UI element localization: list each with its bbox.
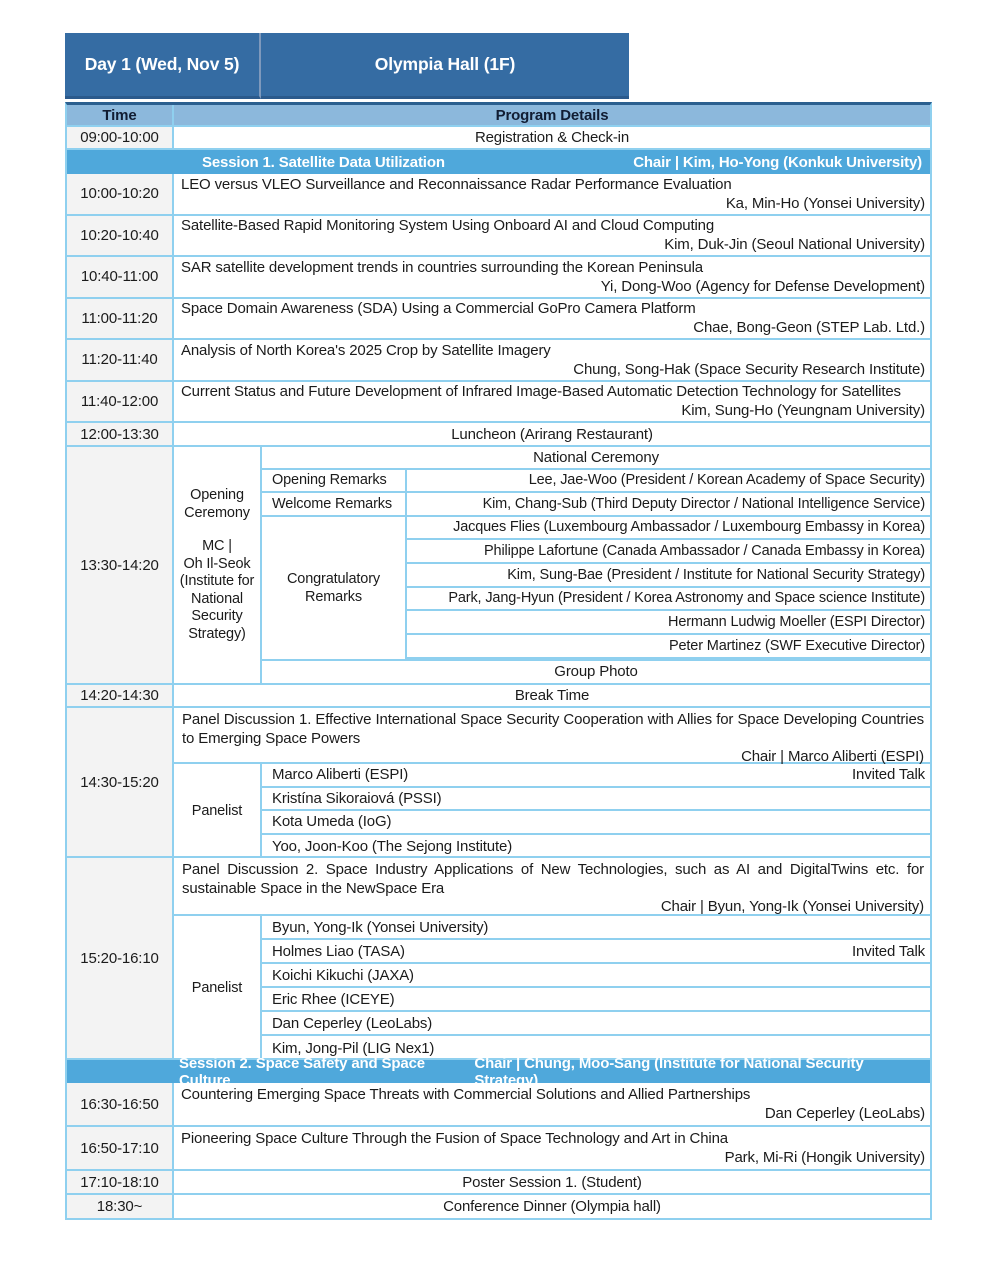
opening-remarks-row: [262, 470, 930, 494]
group-photo-label: Group Photo: [554, 663, 638, 681]
panelist-name: Eric Rhee (ICEYE): [272, 990, 395, 1008]
invited-talk-badge: Invited Talk: [852, 942, 925, 960]
time-cell: 18:30~: [67, 1195, 174, 1218]
time-cell: 09:00-10:00: [67, 127, 174, 148]
panelist-row: [262, 788, 930, 812]
congrats-row: [407, 588, 930, 612]
congratulatory-remarks-label: Congratulatory Remarks: [262, 517, 407, 659]
national-ceremony-label: National Ceremony: [533, 448, 659, 466]
session1-title: Session 1. Satellite Data Utilization: [202, 153, 445, 171]
talk-cell: [174, 257, 930, 297]
welcome-remarks-row: [262, 493, 930, 517]
event-label: Registration & Check-in: [474, 129, 630, 146]
panelist-label: Panelist: [174, 764, 262, 858]
row-conference-dinner: [67, 1195, 930, 1218]
panel2-content: [174, 858, 930, 1058]
time-cell: 17:10-18:10: [67, 1171, 174, 1193]
congrats-row: [407, 635, 930, 659]
congrats-speaker: Hermann Ludwig Moeller (ESPI Director): [668, 614, 925, 631]
congrats-speaker: Philippe Lafortune (Canada Ambassador / Canada Embassy in Korea): [484, 543, 925, 560]
talk-speaker: Ka, Min-Ho (Yonsei University): [725, 194, 925, 212]
time-cell: 15:20-16:10: [67, 858, 174, 1058]
panelist-name: Kota Umeda (IoG): [272, 813, 392, 831]
panelist-name: Yoo, Joon-Koo (The Sejong Institute): [272, 837, 513, 855]
congrats-row: [407, 517, 930, 541]
row-registration: [67, 127, 930, 150]
panelist-name: Kristína Sikoraiová (PSSI): [272, 789, 442, 807]
panelist-label: Panelist: [174, 916, 262, 1060]
hall-header: Olympia Hall (1F): [261, 33, 629, 99]
panelist-row: [262, 964, 930, 988]
program-header: [65, 33, 629, 99]
panelist-row: [262, 811, 930, 835]
time-cell: 10:00-10:20: [67, 174, 174, 214]
talk-row: [67, 1083, 930, 1127]
mc-label: MC |: [202, 538, 232, 554]
session2-chair: Chair | Chung, Moo-Sang (Institute for National Security Strategy): [474, 1054, 864, 1089]
talk-speaker: Dan Ceperley (LeoLabs): [764, 1105, 925, 1122]
opening-remarks-speaker: Lee, Jae-Woo (President / Korean Academy of Space Security): [528, 472, 925, 489]
time-cell: 16:50-17:10: [67, 1127, 174, 1169]
panel1-title-cell: [174, 708, 930, 764]
time-cell: 10:20-10:40: [67, 216, 174, 256]
talk-speaker: Park, Mi-Ri (Hongik University): [724, 1149, 925, 1166]
row-opening-ceremony: [67, 447, 930, 685]
panelist-name: Koichi Kikuchi (JAXA): [272, 966, 414, 984]
time-cell: 14:20-14:30: [67, 685, 174, 706]
event-label: Conference Dinner (Olympia hall): [443, 1198, 661, 1215]
talk-speaker: Kim, Sung-Ho (Yeungnam University): [681, 402, 925, 420]
talk-cell: [174, 382, 930, 422]
talk-cell: [174, 216, 930, 256]
row-break-time: [67, 685, 930, 708]
congratulatory-remarks-section: [262, 517, 930, 661]
session1-bar: [67, 150, 930, 174]
panel2-title: Panel Discussion 2. Space Industry Applications of New Technologies, such as AI and DigitalTwins etc. for sustainable Space in the NewSpace Era: [182, 861, 924, 897]
talk-row: [67, 1127, 930, 1171]
talk-speaker: Yi, Dong-Woo (Agency for Defense Development): [600, 277, 925, 295]
congrats-speaker: Park, Jang-Hyun (President / Korea Astronomy and Space science Institute): [448, 590, 925, 607]
time-cell: 11:00-11:20: [67, 299, 174, 339]
row-panel-discussion-1: [67, 708, 930, 858]
talk-row: [67, 216, 930, 258]
opening-remarks-label: Opening Remarks: [262, 470, 407, 492]
event-label: Luncheon (Arirang Restaurant): [451, 425, 653, 443]
talk-cell: [174, 340, 930, 380]
panelist-row: [262, 835, 930, 859]
talk-row: [67, 382, 930, 424]
congrats-speaker: Jacques Flies (Luxembourg Ambassador / Luxembourg Embassy in Korea): [453, 519, 925, 536]
talk-row: [67, 340, 930, 382]
talk-title: Current Status and Future Development of Infrared Image-Based Automatic Detection Technology for Satellites: [181, 383, 901, 401]
mc-cell: [174, 447, 262, 683]
invited-talk-badge: Invited Talk: [852, 766, 925, 784]
talk-row: [67, 257, 930, 299]
row-panel-discussion-2: [67, 858, 930, 1060]
time-cell: 10:40-11:00: [67, 257, 174, 297]
group-photo-row: [262, 661, 930, 683]
time-cell: 11:40-12:00: [67, 382, 174, 422]
panelist-row: [262, 764, 930, 788]
row-poster-session: [67, 1171, 930, 1195]
panelist-name: Byun, Yong-Ik (Yonsei University): [272, 918, 489, 936]
talk-title: Countering Emerging Space Threats with Commercial Solutions and Allied Partnerships: [181, 1086, 751, 1103]
time-cell: 16:30-16:50: [67, 1083, 174, 1125]
talk-title: Pioneering Space Culture Through the Fusion of Space Technology and Art in China: [181, 1130, 728, 1147]
panelist-names: [262, 764, 930, 858]
mc-name: Oh Il-Seok (Institute for National Security Strategy): [179, 555, 255, 642]
congratulatory-speakers: [407, 517, 930, 659]
time-cell: 12:00-13:30: [67, 423, 174, 445]
congrats-speaker: Kim, Sung-Bae (President / Institute for National Security Strategy): [507, 566, 925, 583]
day-header: Day 1 (Wed, Nov 5): [65, 33, 261, 99]
talk-cell: [174, 1127, 930, 1169]
panelist-name: Kim, Jong-Pil (LIG Nex1): [272, 1039, 435, 1057]
talk-title: Space Domain Awareness (SDA) Using a Commercial GoPro Camera Platform: [181, 300, 696, 318]
panelist-name: Dan Ceperley (LeoLabs): [272, 1014, 433, 1032]
congrats-speaker: Peter Martinez (SWF Executive Director): [668, 637, 925, 654]
session1-chair: Chair | Kim, Ho-Yong (Konkuk University): [633, 153, 922, 171]
talk-cell: [174, 1083, 930, 1125]
panelist-row: [262, 1012, 930, 1036]
schedule-table: [65, 102, 932, 1220]
panel1-panelists: [174, 764, 930, 858]
talk-speaker: Chae, Bong-Geon (STEP Lab. Ltd.): [693, 319, 925, 337]
panel1-title: Panel Discussion 1. Effective International Space Security Cooperation with Allies for Space Developing Countries to Emerging Space Powers: [182, 711, 924, 747]
congrats-row: [407, 611, 930, 635]
talk-row: [67, 174, 930, 216]
panel2-panelists: [174, 916, 930, 1060]
national-ceremony-row: [262, 447, 930, 470]
opening-ceremony-label: Opening Ceremony: [184, 487, 250, 521]
panel1-content: [174, 708, 930, 856]
panelist-name: Marco Aliberti (ESPI): [272, 766, 409, 784]
talk-row: [67, 299, 930, 341]
talk-title: Analysis of North Korea's 2025 Crop by Satellite Imagery: [181, 341, 551, 359]
talk-cell: [174, 174, 930, 214]
talk-speaker: Kim, Duk-Jin (Seoul National University): [664, 236, 925, 254]
panelist-name: Holmes Liao (TASA): [272, 942, 405, 960]
talk-title: SAR satellite development trends in countries surrounding the Korean Peninsula: [181, 258, 703, 276]
panelist-row: [262, 988, 930, 1012]
row-luncheon: [67, 423, 930, 447]
talk-title: Satellite-Based Rapid Monitoring System Using Onboard AI and Cloud Computing: [181, 217, 715, 235]
ceremony-content: [262, 447, 930, 683]
panelist-names: [262, 916, 930, 1060]
time-column-header: Time: [67, 105, 174, 125]
talk-cell: [174, 299, 930, 339]
panelist-row: [262, 940, 930, 964]
time-cell: 11:20-11:40: [67, 340, 174, 380]
welcome-remarks-label: Welcome Remarks: [262, 493, 407, 515]
panelist-row: [262, 916, 930, 940]
table-column-header: [67, 105, 930, 127]
congrats-row: [407, 540, 930, 564]
event-label: Break Time: [514, 687, 590, 704]
congrats-row: [407, 564, 930, 588]
session2-bar: [67, 1054, 930, 1089]
session2-title: Session 2. Space Safety and Space Culture: [179, 1054, 425, 1089]
event-label: Poster Session 1. (Student): [462, 1173, 642, 1191]
panel2-title-cell: [174, 858, 930, 916]
talk-speaker: Chung, Song-Hak (Space Security Research Institute): [573, 360, 925, 378]
time-cell: 14:30-15:20: [67, 708, 174, 856]
welcome-remarks-speaker: Kim, Chang-Sub (Third Deputy Director / National Intelligence Service): [482, 495, 925, 512]
panel1-chair: Chair | Marco Aliberti (ESPI): [741, 748, 924, 765]
details-column-header: Program Details: [495, 106, 609, 124]
panel2-chair: Chair | Byun, Yong-Ik (Yonsei University): [660, 898, 924, 915]
time-cell: 13:30-14:20: [67, 447, 174, 683]
talk-title: LEO versus VLEO Surveillance and Reconnaissance Radar Performance Evaluation: [181, 175, 732, 193]
